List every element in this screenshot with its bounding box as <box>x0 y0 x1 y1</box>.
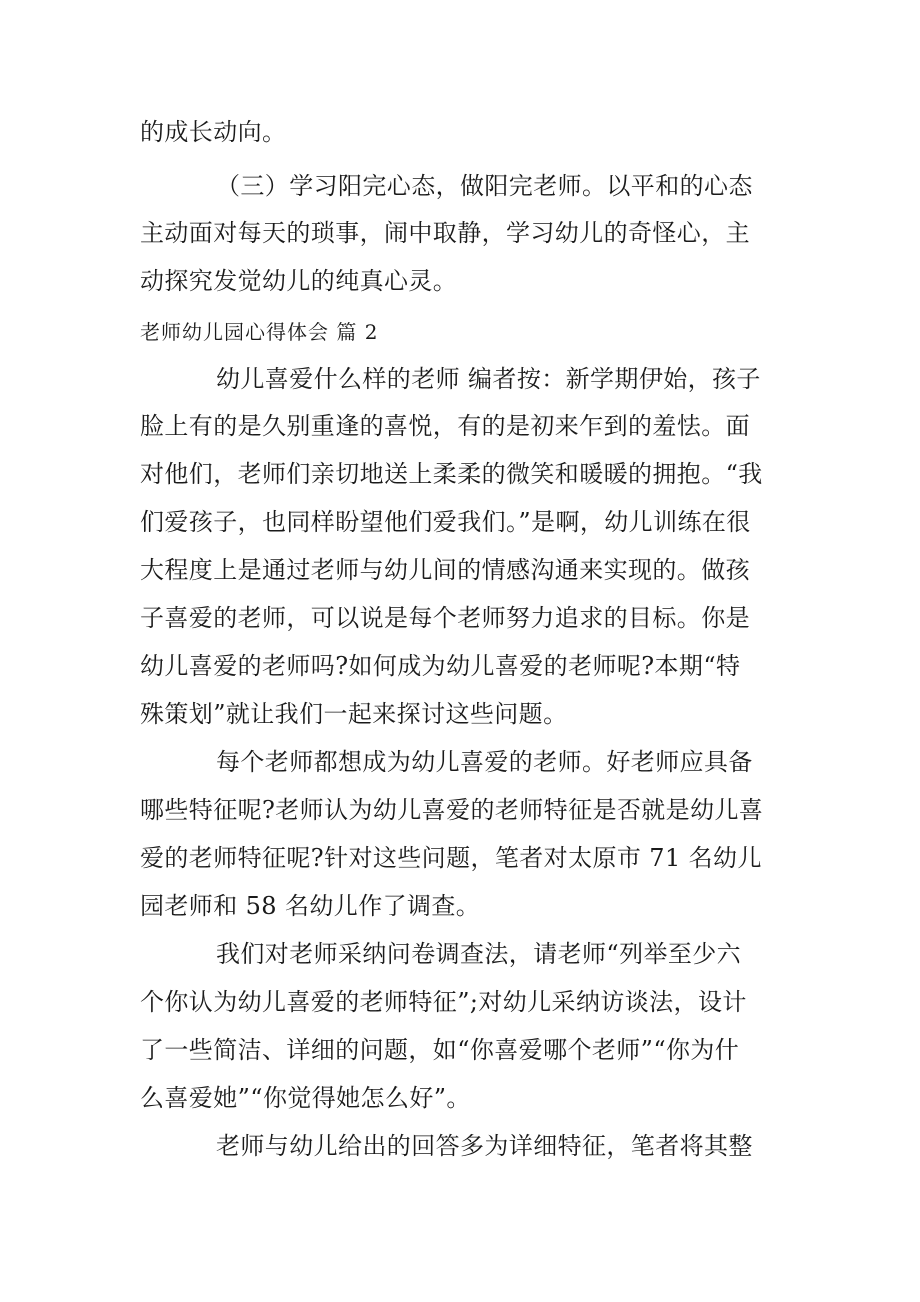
paragraph-line: 爱的老师特征呢?针对这些问题，笔者对太原市 71 名幼儿 <box>140 844 762 872</box>
paragraph-line: 脸上有的是久别重逢的喜悦，有的是初来乍到的羞怯。面 <box>140 412 750 440</box>
paragraph-line: 了一些简洁、详细的问题，如“你喜爱哪个老师”“你为什 <box>140 1036 740 1064</box>
paragraph-line: 殊策划”就让我们一起来探讨这些问题。 <box>140 700 568 728</box>
paragraph-line: 幼儿喜爱的老师吗?如何成为幼儿喜爱的老师呢?本期“特 <box>140 652 741 680</box>
paragraph-line: 每个老师都想成为幼儿喜爱的老师。好老师应具备 <box>216 748 753 776</box>
paragraph-line: 的成长动向。 <box>140 118 287 146</box>
paragraph-line: （三）学习阳完心态，做阳完老师。以平和的心态 <box>216 172 753 200</box>
paragraph-line: 子喜爱的老师，可以说是每个老师努力追求的目标。你是 <box>140 604 750 632</box>
section-heading: 老师幼儿园心得体会 篇 2 <box>140 320 379 344</box>
paragraph-line: 幼儿喜爱什么样的老师 编者按：新学期伊始，孩子 <box>216 365 761 393</box>
paragraph-line: 哪些特征呢?老师认为幼儿喜爱的老师特征是否就是幼儿喜 <box>140 796 764 824</box>
paragraph-line: 园老师和 58 名幼儿作了调查。 <box>140 892 481 920</box>
paragraph-line: 们爱孩子，也同样盼望他们爱我们。”是啊，幼儿训练在很 <box>140 508 751 536</box>
paragraph-line: 动探究发觉幼儿的纯真心灵。 <box>140 267 458 295</box>
paragraph-line: 老师与幼儿给出的回答多为详细特征，笔者将其整 <box>216 1132 753 1160</box>
paragraph-line: 我们对老师采纳问卷调查法，请老师“列举至少六 <box>216 940 742 968</box>
paragraph-line: 对他们，老师们亲切地送上柔柔的微笑和暖暖的拥抱。“我 <box>140 460 763 488</box>
paragraph-line: 大程度上是通过老师与幼儿间的情感沟通来实现的。做孩 <box>140 556 750 584</box>
paragraph-line: 个你认为幼儿喜爱的老师特征”;对幼儿采纳访谈法，设计 <box>140 988 747 1016</box>
paragraph-line: 主动面对每天的琐事，闹中取静，学习幼儿的奇怪心，主 <box>140 219 750 247</box>
paragraph-line: 么喜爱她”“你觉得她怎么好”。 <box>140 1084 471 1112</box>
